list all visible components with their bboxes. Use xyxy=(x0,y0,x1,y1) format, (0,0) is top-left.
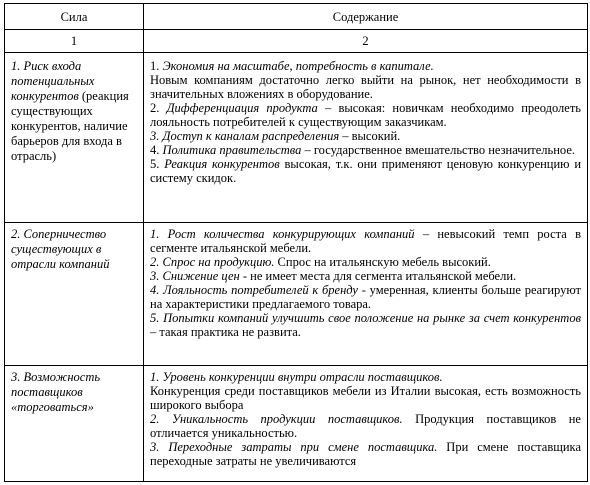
list-item: 1. Экономия на масштабе, потребность в капитале. xyxy=(150,59,434,73)
force-note: (реакция существующих конкурентов, наличие барьеров для входа в отрасль) xyxy=(11,89,129,163)
force-cell xyxy=(5,366,144,482)
list-item: 3. Снижение цен - не имеет места для сегмента итальянской мебели. xyxy=(150,269,517,283)
porter-forces-table xyxy=(4,3,588,482)
table-row xyxy=(5,53,588,223)
column-number-row xyxy=(5,30,588,53)
force-cell xyxy=(5,53,144,223)
list-item: 2. Уникальность продукции поставщиков. Продукция поставщиков не отличается уникальностью. xyxy=(150,412,581,440)
force-cell xyxy=(5,223,144,366)
column-number-1: 1 xyxy=(5,30,144,53)
table-row xyxy=(5,223,588,366)
list-item: 4. Политика правительства – государственное вмешательство незначительное. xyxy=(150,143,575,157)
table-header-row xyxy=(5,4,588,30)
document-page xyxy=(4,3,587,482)
list-item: 1. Рост количества конкурирующих компаний – невысокий темп роста в сегменте итальянской мебели. xyxy=(150,227,581,255)
header-force: Сила xyxy=(5,4,144,30)
list-item: 3. Доступ к каналам распределения – высокий. xyxy=(150,129,401,143)
list-item: 3. Переходные затраты при смене поставщика. При смене поставщика переходные затраты не увеличиваются xyxy=(150,440,581,468)
list-item: 1. Уровень конкуренции внутри отрасли поставщиков. xyxy=(150,370,443,384)
table-row xyxy=(5,366,588,482)
force-title: 3. Возможность поставщиков «торговаться» xyxy=(11,370,101,414)
column-number-2: 2 xyxy=(144,30,588,53)
list-item: 4. Лояльность потребителей к бренду - умеренная, клиенты больше реагируют на характеристики предлагаемого товара. xyxy=(150,283,582,311)
list-item: Новым компаниям достаточно легко выйти на рынок, нет необходимости в значительных вложениях в оборудование. xyxy=(150,73,581,101)
list-item: 2. Дифференциация продукта – высокая: новичкам необходимо преодолеть лояльность потребителей к существующим заказчикам. xyxy=(150,101,582,129)
content-cell xyxy=(144,366,588,482)
content-cell xyxy=(144,53,588,223)
force-title: 2. Соперничество существующих в отрасли компаний xyxy=(11,227,110,271)
list-item: 2. Спрос на продукцию. Спрос на итальянскую мебель высокий. xyxy=(150,255,491,269)
force-title: 1. Риск входа потенциальных конкурентов xyxy=(11,59,95,103)
list-item: 5. Попытки компаний улучшить свое положение на рынке за счет конкурентов – такая практика не развита. xyxy=(150,311,581,339)
list-item: 5. Реакция конкурентов высокая, т.к. они применяют ценовую конкуренцию и систему скидок. xyxy=(150,157,582,185)
header-content: Содержание xyxy=(144,4,588,30)
list-item: Конкуренция среди поставщиков мебели из Италии высокая, есть возможность широкого выбора xyxy=(150,384,581,412)
content-cell xyxy=(144,223,588,366)
